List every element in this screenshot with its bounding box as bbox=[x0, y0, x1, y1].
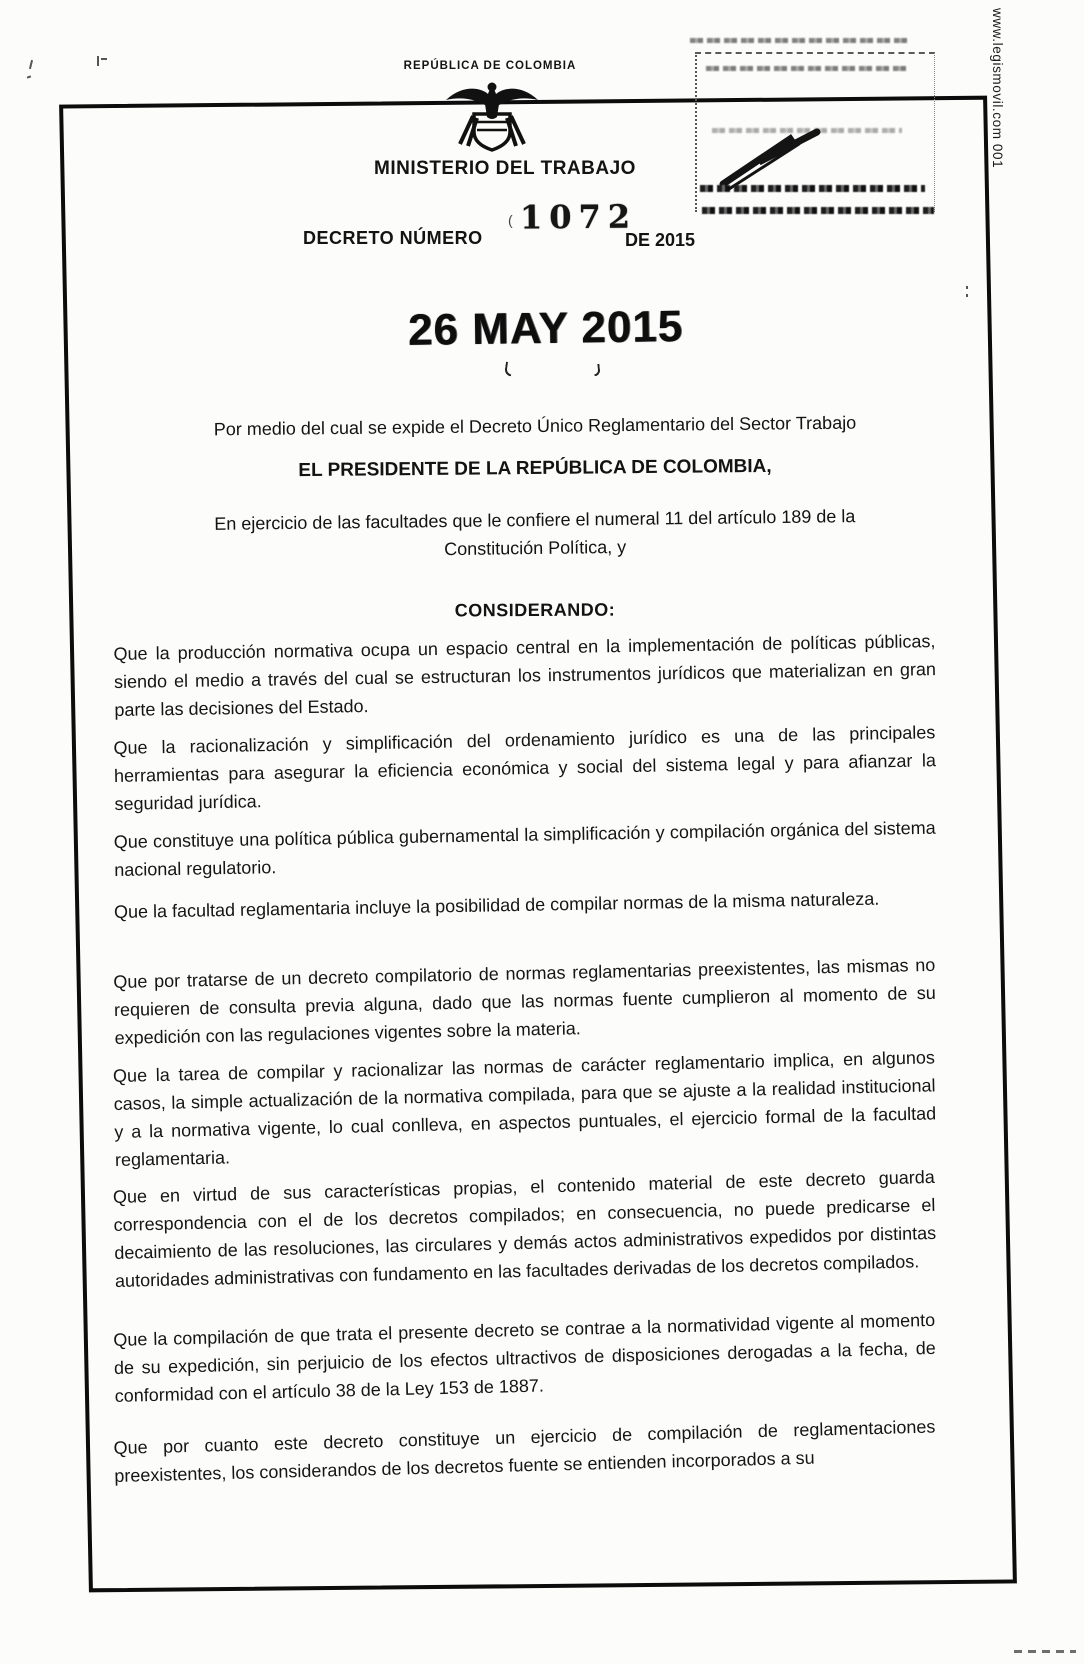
faculties-lines bbox=[130, 501, 941, 567]
paragraph: Que la tarea de compilar y racionalizar las normas de carácter reglamentario implica, en algunos casos, la simple actualización de la normativa compilada, para que se ajuste a la realidad institucional y a la normativa vigente, lo cual conlleva, en aspectos puntuales, el ejercicio formal de la facultad reglamentaria. bbox=[112, 1047, 937, 1170]
faculties-line-1: En ejercicio de las facultades que le confiere el numeral 11 del artículo 189 de la bbox=[214, 506, 856, 534]
signature-scribble-icon bbox=[695, 52, 935, 217]
paragraph: Que por tratarse de un decreto compilatorio de normas reglamentarias preexistentes, las mismas no requieren de consulta previa alguna, dado que las normas fuente cumplieron al momento de su expedición con las regulaciones vigentes sobre la materia. bbox=[113, 954, 937, 1048]
scan-speck bbox=[966, 294, 968, 297]
stamp-artifact-mark: ( bbox=[508, 212, 513, 228]
paragraph: Que constituye una política pública gubernamental la simplificación y compilación orgánica del sistema nacional regulatorio. bbox=[113, 817, 936, 880]
watermark-vertical-text: www.legismovil.com 001 bbox=[990, 8, 1005, 169]
smudge-bar bbox=[700, 185, 925, 192]
decree-subject-line: Por medio del cual se expide el Decreto Único Reglamentario del Sector Trabajo bbox=[213, 412, 857, 440]
smudge-line bbox=[690, 38, 910, 43]
considering-heading: CONSIDERANDO: bbox=[454, 599, 616, 621]
smudge-bar bbox=[702, 207, 934, 214]
scan-speck bbox=[1014, 1650, 1076, 1653]
authority-line: EL PRESIDENTE DE LA REPÚBLICA DE COLOMBIA, bbox=[298, 455, 772, 482]
faculties-line-2: Constitución Política, y bbox=[444, 536, 627, 560]
paragraph: Que la facultad reglamentaria incluye la posibilidad de compilar normas de la misma naturaleza. bbox=[113, 888, 880, 922]
colombia-coat-of-arms-icon bbox=[442, 78, 542, 165]
paragraph: Que la racionalización y simplificación del ordenamiento jurídico es una de las principales herramientas para asegurar la eficiencia económica y social del sistema legal y para afianzar la seguridad jurídica. bbox=[113, 722, 937, 814]
republic-title: REPÚBLICA DE COLOMBIA bbox=[403, 60, 577, 72]
paragraph: Que por cuanto este decreto constituye un ejercicio de compilación de reglamentaciones preexistentes, los considerandos de los decretos fuente se entienden incorporados a su bbox=[113, 1416, 936, 1486]
decree-year: DE 2015 bbox=[625, 230, 696, 250]
paragraph: Que la compilación de que trata el presente decreto se contrae a la normatividad vigente al momento de su expedición, sin perjuicio de los efectos ultractivos de disposiciones derogadas a la fecha, de conformidad con el artículo 38 de la Ley 153 de 1887. bbox=[113, 1309, 936, 1406]
paragraph: Que en virtud de sus características propias, el contenido material de este decreto guarda correspondencia con el de los decretos compilados; en consecuencia, no puede predicarse el decaimiento de las resoluciones, las circulares y demás actos administrativos expedidos por distintas autoridades administrativas con fundamento en las facultades derivadas de los decretos compilados. bbox=[112, 1166, 937, 1291]
scan-speck bbox=[27, 75, 31, 78]
scan-speck bbox=[966, 286, 968, 289]
decree-number-label: DECRETO NÚMERO bbox=[303, 228, 483, 248]
paragraph: Que la producción normativa ocupa un espacio central en la implementación de políticas públicas, siendo el medio a través del cual se estructuran los instrumentos jurídicos que materializan en gran parte las decisiones del Estado. bbox=[113, 631, 937, 720]
scan-speck bbox=[97, 56, 99, 66]
ministry-title: MINISTERIO DEL TRABAJO bbox=[374, 158, 636, 179]
scan-speck bbox=[101, 58, 107, 60]
decree-number-stamp: 1072 bbox=[519, 197, 638, 237]
scan-speck bbox=[29, 60, 33, 69]
date-stamp: 26 MAY 2015 bbox=[407, 302, 684, 355]
